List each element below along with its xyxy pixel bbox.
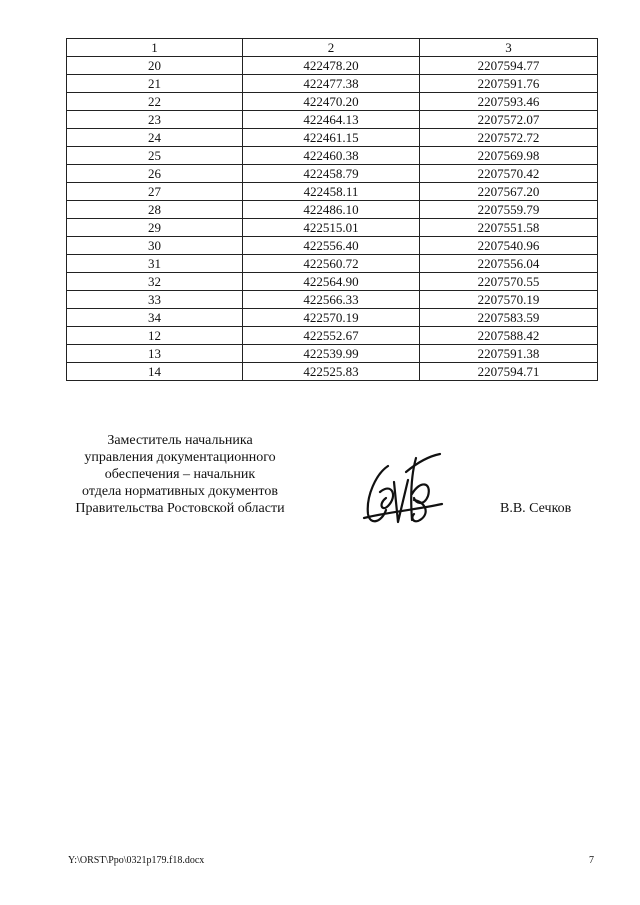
table-row [67, 291, 598, 309]
table-cell-col2: 422525.83 [243, 363, 420, 381]
table-cell-col3: 2207570.19 [420, 291, 598, 309]
header-cell-3: 3 [420, 39, 598, 57]
coordinates-table [66, 38, 598, 381]
table-cell-col1: 33 [67, 291, 243, 309]
table-row [67, 327, 598, 345]
table-cell-col1: 29 [67, 219, 243, 237]
table-cell-col1: 26 [67, 165, 243, 183]
table-cell-col1: 13 [67, 345, 243, 363]
table-cell-col3: 2207594.71 [420, 363, 598, 381]
table-row [67, 165, 598, 183]
table-cell-col1: 25 [67, 147, 243, 165]
table-cell-col3: 2207570.42 [420, 165, 598, 183]
position-line-5: Правительства Ростовской области [75, 501, 285, 516]
signatory-position [60, 432, 300, 517]
position-line-3: обеспечения – начальник [104, 467, 256, 482]
table-row [67, 255, 598, 273]
table-cell-col2: 422560.72 [243, 255, 420, 273]
table-row [67, 237, 598, 255]
table-row [67, 93, 598, 111]
table-cell-col2: 422478.20 [243, 57, 420, 75]
table-row [67, 111, 598, 129]
table-cell-col2: 422556.40 [243, 237, 420, 255]
table-cell-col2: 422570.19 [243, 309, 420, 327]
table-cell-col1: 34 [67, 309, 243, 327]
table-cell-col1: 23 [67, 111, 243, 129]
table-cell-col3: 2207572.07 [420, 111, 598, 129]
table-cell-col2: 422486.10 [243, 201, 420, 219]
table-cell-col2: 422564.90 [243, 273, 420, 291]
table-row [67, 129, 598, 147]
table-cell-col1: 14 [67, 363, 243, 381]
table-cell-col1: 20 [67, 57, 243, 75]
table-cell-col3: 2207591.76 [420, 75, 598, 93]
position-line-4: отдела нормативных документов [82, 484, 278, 499]
table-cell-col2: 422458.11 [243, 183, 420, 201]
table-cell-col2: 422539.99 [243, 345, 420, 363]
table-cell-col3: 2207583.59 [420, 309, 598, 327]
table-cell-col2: 422470.20 [243, 93, 420, 111]
table-cell-col1: 22 [67, 93, 243, 111]
table-row [67, 183, 598, 201]
table-row [67, 75, 598, 93]
table-cell-col1: 32 [67, 273, 243, 291]
header-cell-1: 1 [67, 39, 243, 57]
table-cell-col3: 2207556.04 [420, 255, 598, 273]
table-cell-col3: 2207551.58 [420, 219, 598, 237]
table-cell-col3: 2207540.96 [420, 237, 598, 255]
position-line-2: управления документационного [84, 450, 276, 465]
table-row [67, 147, 598, 165]
table-cell-col1: 24 [67, 129, 243, 147]
signer-name: В.В. Сечков [500, 501, 572, 516]
table-cell-col2: 422460.38 [243, 147, 420, 165]
footer-file-path: Y:\ORST\Ppo\0321p179.f18.docx [68, 855, 205, 866]
table-cell-col1: 30 [67, 237, 243, 255]
table-row [67, 363, 598, 381]
table-cell-col2: 422464.13 [243, 111, 420, 129]
table-row [67, 273, 598, 291]
table-cell-col3: 2207591.38 [420, 345, 598, 363]
table-cell-col3: 2207567.20 [420, 183, 598, 201]
table-row [67, 345, 598, 363]
table-cell-col1: 28 [67, 201, 243, 219]
table-cell-col1: 27 [67, 183, 243, 201]
table-cell-col1: 21 [67, 75, 243, 93]
handwritten-signature-icon [358, 452, 444, 530]
table-row [67, 201, 598, 219]
table-cell-col2: 422458.79 [243, 165, 420, 183]
table-cell-col2: 422461.15 [243, 129, 420, 147]
table-row [67, 309, 598, 327]
table-cell-col3: 2207594.77 [420, 57, 598, 75]
table-cell-col2: 422566.33 [243, 291, 420, 309]
table-cell-col2: 422477.38 [243, 75, 420, 93]
table-row [67, 219, 598, 237]
table-cell-col2: 422515.01 [243, 219, 420, 237]
coordinates-table-body [67, 39, 598, 381]
position-line-1: Заместитель начальника [107, 433, 253, 448]
table-cell-col2: 422552.67 [243, 327, 420, 345]
table-cell-col3: 2207570.55 [420, 273, 598, 291]
table-row [67, 57, 598, 75]
header-cell-2: 2 [243, 39, 420, 57]
table-cell-col3: 2207559.79 [420, 201, 598, 219]
table-cell-col3: 2207572.72 [420, 129, 598, 147]
table-cell-col1: 31 [67, 255, 243, 273]
table-cell-col3: 2207593.46 [420, 93, 598, 111]
footer-page-number: 7 [589, 855, 594, 866]
table-header-row [67, 39, 598, 57]
table-cell-col1: 12 [67, 327, 243, 345]
table-cell-col3: 2207569.98 [420, 147, 598, 165]
table-cell-col3: 2207588.42 [420, 327, 598, 345]
